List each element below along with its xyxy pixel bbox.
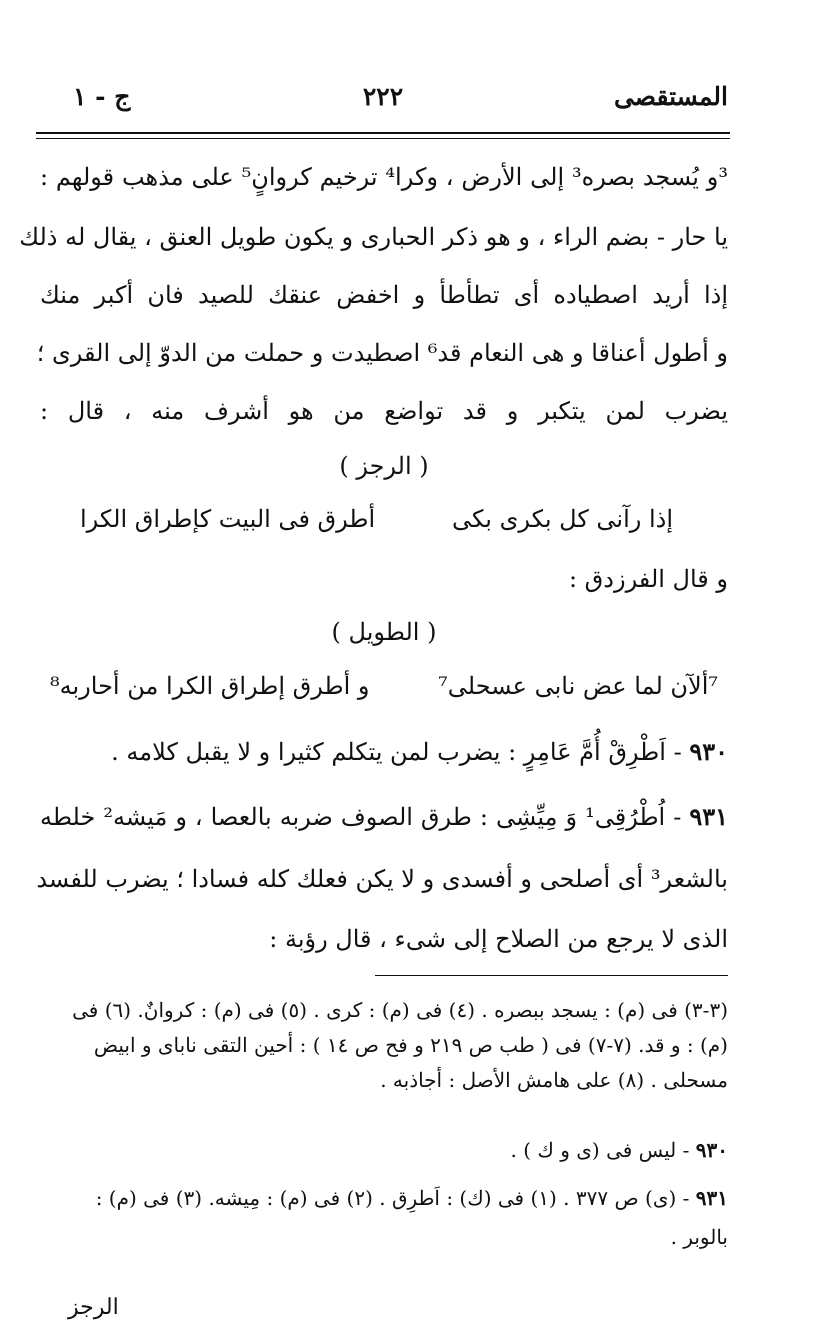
- entry-931-text-1: - اُطْرُقِى¹ وَ مِيِّشِى : طرق الصوف ضربه بالعصا ، و مَيشه² خلطه: [40, 803, 682, 831]
- footnote-rule: [375, 975, 728, 976]
- footnote-line-2: (م) : و قد. (٧-٧) فى ( طب ص ٢١٩ و فح ص ١٤ ) : أحين التقى ناباى و ابيض: [93, 1033, 728, 1057]
- entry-931-line-3: الذى لا يرجع من الصلاح إلى شىء ، قال رؤبة :: [269, 925, 728, 953]
- footnote-931-line-2: بالوبر .: [670, 1225, 728, 1249]
- footnote-931-number: ٩٣١: [695, 1186, 728, 1210]
- page-number: ٢٢٢: [362, 82, 404, 111]
- footnote-line-3: مسحلى . (٨) على هامش الأصل : أجاذبه .: [380, 1068, 728, 1092]
- footnote-line-1: (٣-٣) فى (م) : يسجد ببصره . (٤) فى (م) : كرى . (٥) فى (م) : كروانٌ. (٦) فى: [72, 998, 728, 1022]
- body-line-4: و أطول أعناقا و هى النعام قد⁶ اصطيدت و حملت من الدوّ إلى القرى ؛: [36, 339, 728, 367]
- catchword: الرجز: [68, 1295, 119, 1320]
- body-line-5: يضرب لمن يتكبر و قد تواضع من هو أشرف منه ، قال :: [40, 397, 728, 425]
- volume-number: ج - ١: [73, 82, 131, 111]
- body-line-3: إذا أريد اصطياده أى تطأطأ و اخفض عنقك للصيد فان أكبر منك: [40, 281, 728, 309]
- farazdaq-intro: و قال الفرزدق :: [568, 565, 728, 593]
- meter-label-tawil: ( الطويل ): [331, 618, 437, 646]
- book-title: المستقصى: [613, 82, 728, 111]
- meter-label-rajaz: ( الرجز ): [339, 452, 429, 480]
- body-line-1: ³و يُسجد بصره³ إلى الأرض ، وكرا⁴ ترخيم كروانٍ⁵ على مذهب قولهم :: [40, 163, 729, 191]
- entry-930-text: - اَطْرِقْ أُمَّ عَامِرٍ : يضرب لمن يتكلم كثيرا و لا يقبل كلامه .: [111, 738, 682, 766]
- verse2-first-hemistich: ⁷ألآن لما عض نابى عسحلى⁷: [438, 672, 718, 700]
- entry-931-line-2: بالشعر³ أى أصلحى و أفسدى و لا يكن فعلك كله فسادا ؛ يضرب للفسد: [36, 865, 728, 893]
- verse1-second-hemistich: أطرق فى البيت كإطراق الكرا: [80, 505, 376, 533]
- footnote-931-line-1: [40, 1183, 728, 1213]
- entry-931-number: ٩٣١: [689, 802, 729, 831]
- entry-930: [40, 735, 728, 769]
- footnote-930: [511, 1138, 728, 1162]
- entry-931-line-1: [40, 800, 728, 834]
- entry-930-number: ٩٣٠: [689, 737, 728, 766]
- running-header: [38, 82, 728, 122]
- footnote-931-text: - (ى) ص ٣٧٧ . (١) فى (ك) : اَطرِق . (٢) فى (م) : مِيشه. (٣) فى (م) :: [95, 1186, 690, 1210]
- body-line-2: يا حار - بضم الراء ، و هو ذكر الحبارى و يكون طويل العنق ، يقال له ذلك: [19, 223, 728, 251]
- footnote-930-number: ٩٣٠: [695, 1138, 728, 1162]
- verse1-first-hemistich: إذا رآنى كل بكرى بكى: [452, 505, 673, 533]
- verse2-second-hemistich: و أطرق إطراق الكرا من أحاربه⁸: [50, 672, 370, 700]
- header-rule: [36, 132, 730, 139]
- footnote-930-text: - ليس فى (ى و ك ) .: [510, 1138, 690, 1162]
